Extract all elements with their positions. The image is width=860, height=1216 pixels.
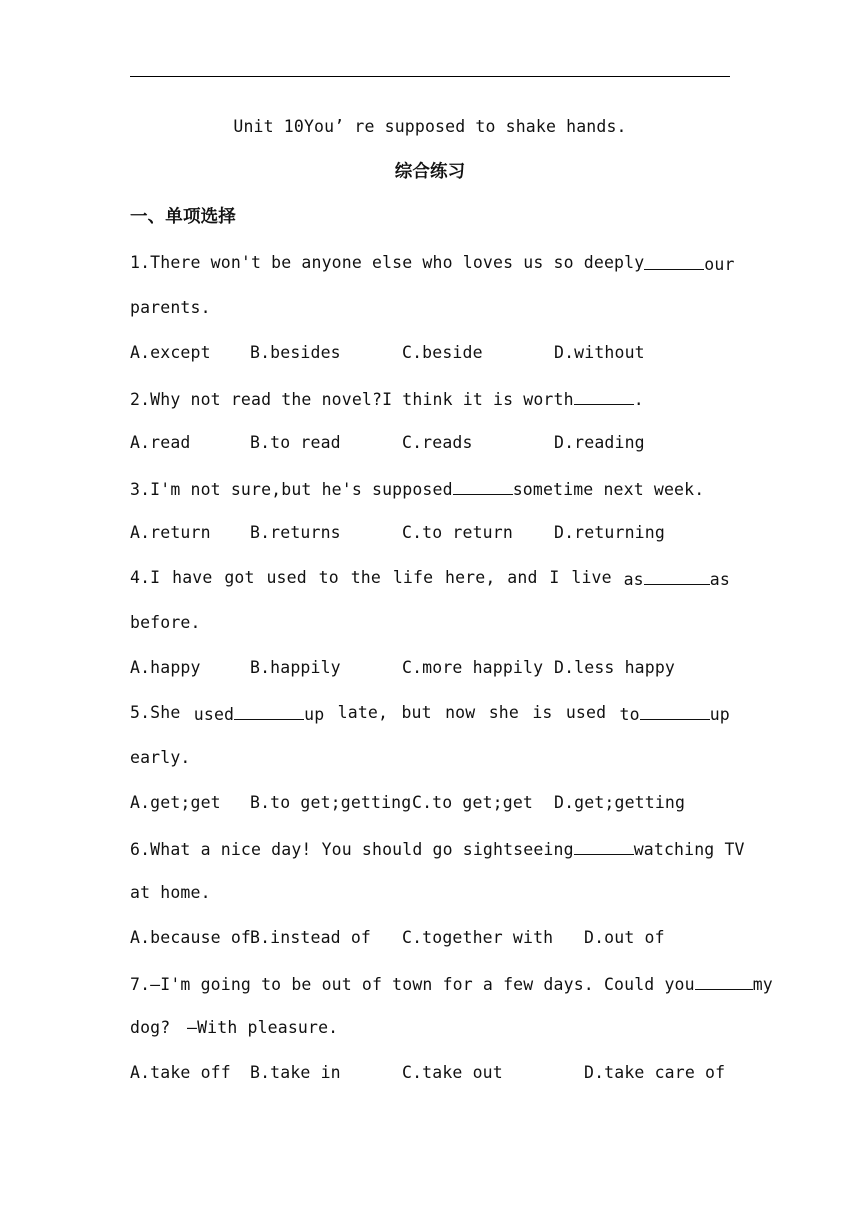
answer-blank <box>695 971 753 990</box>
question-3-stem: 3.I'm not sure,but he's supposed sometime next week. <box>130 476 730 500</box>
option-b: B.take in <box>250 1063 341 1082</box>
option-d: D.out of <box>584 928 665 947</box>
question-5-continuation: early. <box>130 748 191 767</box>
option-b: B.besides <box>250 343 341 362</box>
answer-blank <box>574 836 634 855</box>
question-6-options <box>130 926 730 950</box>
option-d: D.reading <box>554 433 645 452</box>
question-5-stem: 5.She used up late, but now she is used to up <box>130 703 730 724</box>
page-title: Unit 10You’ re supposed to shake hands. <box>233 117 627 136</box>
question-1-options <box>130 341 730 365</box>
question-2-options <box>130 431 730 455</box>
option-b: B.happily <box>250 658 341 677</box>
answer-blank <box>644 566 710 585</box>
option-c: C.to return <box>402 523 513 542</box>
option-a: A.happy <box>130 658 201 677</box>
option-a: A.take off <box>130 1063 231 1082</box>
option-a: A.return <box>130 523 211 542</box>
question-4-options <box>130 656 730 680</box>
answer-blank <box>644 251 704 270</box>
option-a: A.read <box>130 433 191 452</box>
answer-blank <box>574 386 634 405</box>
option-a: A.get;get <box>130 793 221 812</box>
option-c: C.to get;get <box>412 793 534 812</box>
question-7-options <box>130 1061 730 1085</box>
q1-text: 1.There won't be anyone else who loves us so deeply <box>130 253 645 272</box>
question-4-stem: 4.I have got used to the life here, and I live as as <box>130 568 730 589</box>
option-b: B.to get;getting <box>250 793 412 812</box>
option-b: B.to read <box>250 433 341 452</box>
answer-blank <box>453 476 513 495</box>
option-c: C.take out <box>402 1063 503 1082</box>
question-2-stem: 2.Why not read the novel?I think it is worth . <box>130 386 730 410</box>
question-4-continuation: before. <box>130 613 201 632</box>
option-b: B.instead of <box>250 928 372 947</box>
question-1-continuation: parents. <box>130 298 211 317</box>
option-c: C.beside <box>402 343 483 362</box>
question-7-continuation: dog? —With pleasure. <box>130 1018 339 1037</box>
option-a: A.except <box>130 343 211 362</box>
question-3-options <box>130 521 730 545</box>
option-b: B.returns <box>250 523 341 542</box>
option-d: D.without <box>554 343 645 362</box>
option-d: D.less happy <box>554 658 676 677</box>
option-c: C.together with <box>402 928 554 947</box>
page-subtitle: 综合练习 <box>394 162 466 182</box>
question-6-continuation: at home. <box>130 883 211 902</box>
option-c: C.reads <box>402 433 473 452</box>
option-c: C.more happily <box>402 658 544 677</box>
option-a: A.because of <box>130 928 252 947</box>
answer-blank <box>640 701 710 720</box>
question-6-stem: 6.What a nice day! You should go sightseeing watching TV <box>130 836 730 860</box>
answer-blank <box>234 701 304 720</box>
header-rule <box>130 76 730 77</box>
option-d: D.get;getting <box>554 793 686 812</box>
question-5-options <box>130 791 730 815</box>
option-d: D.returning <box>554 523 665 542</box>
question-7-stem: 7.—I'm going to be out of town for a few days. Could you my <box>130 971 730 995</box>
option-d: D.take care of <box>584 1063 726 1082</box>
section-heading: 一、单项选择 <box>130 207 236 227</box>
question-1-stem: 1.There won't be anyone else who loves us so deeply our <box>130 253 735 274</box>
